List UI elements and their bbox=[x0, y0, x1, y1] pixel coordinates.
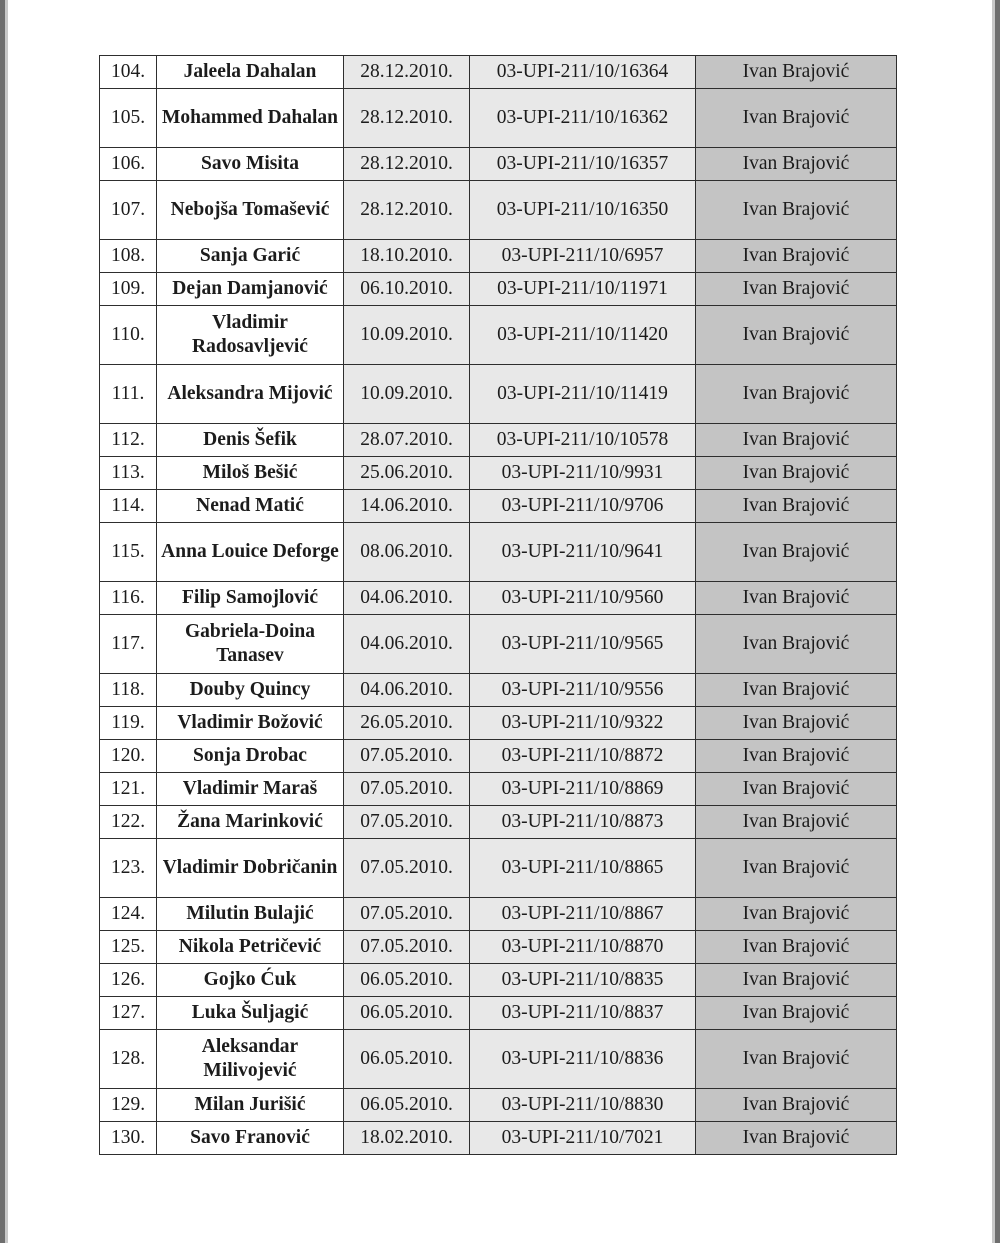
reference-number: 03-UPI-211/10/8869 bbox=[470, 773, 696, 806]
row-number: 107. bbox=[100, 181, 157, 240]
table-row bbox=[100, 740, 897, 773]
decision-date: 07.05.2010. bbox=[344, 773, 470, 806]
decision-date: 06.10.2010. bbox=[344, 273, 470, 306]
official-name: Ivan Brajović bbox=[696, 89, 897, 148]
table-row bbox=[100, 240, 897, 273]
official-name: Ivan Brajović bbox=[696, 240, 897, 273]
official-name: Ivan Brajović bbox=[696, 997, 897, 1030]
person-name: Savo Franović bbox=[157, 1122, 344, 1155]
table-row bbox=[100, 997, 897, 1030]
reference-number: 03-UPI-211/10/9931 bbox=[470, 457, 696, 490]
official-name: Ivan Brajović bbox=[696, 273, 897, 306]
table-row bbox=[100, 490, 897, 523]
table-row bbox=[100, 1089, 897, 1122]
official-name: Ivan Brajović bbox=[696, 424, 897, 457]
row-number: 120. bbox=[100, 740, 157, 773]
records-table-body bbox=[100, 56, 897, 1155]
decision-date: 28.12.2010. bbox=[344, 148, 470, 181]
person-name: Vladimir Maraš bbox=[157, 773, 344, 806]
table-row bbox=[100, 773, 897, 806]
page-edge-left bbox=[0, 0, 5, 1243]
official-name: Ivan Brajović bbox=[696, 740, 897, 773]
table-row bbox=[100, 523, 897, 582]
table-row bbox=[100, 674, 897, 707]
decision-date: 26.05.2010. bbox=[344, 707, 470, 740]
decision-date: 06.05.2010. bbox=[344, 1030, 470, 1089]
table-row bbox=[100, 365, 897, 424]
reference-number: 03-UPI-211/10/8835 bbox=[470, 964, 696, 997]
reference-number: 03-UPI-211/10/9556 bbox=[470, 674, 696, 707]
reference-number: 03-UPI-211/10/16362 bbox=[470, 89, 696, 148]
decision-date: 28.07.2010. bbox=[344, 424, 470, 457]
person-name: Douby Quincy bbox=[157, 674, 344, 707]
official-name: Ivan Brajović bbox=[696, 773, 897, 806]
decision-date: 04.06.2010. bbox=[344, 615, 470, 674]
official-name: Ivan Brajović bbox=[696, 582, 897, 615]
row-number: 115. bbox=[100, 523, 157, 582]
row-number: 119. bbox=[100, 707, 157, 740]
row-number: 122. bbox=[100, 806, 157, 839]
person-name: Mohammed Dahalan bbox=[157, 89, 344, 148]
person-name: Milutin Bulajić bbox=[157, 898, 344, 931]
reference-number: 03-UPI-211/10/16357 bbox=[470, 148, 696, 181]
reference-number: 03-UPI-211/10/8867 bbox=[470, 898, 696, 931]
official-name: Ivan Brajović bbox=[696, 457, 897, 490]
person-name: Vladimir Radosavljević bbox=[157, 306, 344, 365]
row-number: 112. bbox=[100, 424, 157, 457]
row-number: 118. bbox=[100, 674, 157, 707]
reference-number: 03-UPI-211/10/9706 bbox=[470, 490, 696, 523]
person-name: Anna Louice Deforge bbox=[157, 523, 344, 582]
reference-number: 03-UPI-211/10/16350 bbox=[470, 181, 696, 240]
person-name: Nikola Petričević bbox=[157, 931, 344, 964]
decision-date: 07.05.2010. bbox=[344, 806, 470, 839]
table-row bbox=[100, 89, 897, 148]
decision-date: 28.12.2010. bbox=[344, 181, 470, 240]
table-row bbox=[100, 424, 897, 457]
reference-number: 03-UPI-211/10/8870 bbox=[470, 931, 696, 964]
table-row bbox=[100, 1030, 897, 1089]
row-number: 123. bbox=[100, 839, 157, 898]
reference-number: 03-UPI-211/10/8865 bbox=[470, 839, 696, 898]
row-number: 111. bbox=[100, 365, 157, 424]
reference-number: 03-UPI-211/10/10578 bbox=[470, 424, 696, 457]
decision-date: 06.05.2010. bbox=[344, 1089, 470, 1122]
reference-number: 03-UPI-211/10/8873 bbox=[470, 806, 696, 839]
table-row bbox=[100, 582, 897, 615]
reference-number: 03-UPI-211/10/11419 bbox=[470, 365, 696, 424]
decision-date: 14.06.2010. bbox=[344, 490, 470, 523]
reference-number: 03-UPI-211/10/16364 bbox=[470, 56, 696, 89]
person-name: Vladimir Dobričanin bbox=[157, 839, 344, 898]
table-row bbox=[100, 707, 897, 740]
decision-date: 10.09.2010. bbox=[344, 365, 470, 424]
person-name: Aleksandar Milivojević bbox=[157, 1030, 344, 1089]
row-number: 114. bbox=[100, 490, 157, 523]
table-row bbox=[100, 898, 897, 931]
row-number: 129. bbox=[100, 1089, 157, 1122]
official-name: Ivan Brajović bbox=[696, 1030, 897, 1089]
table-row bbox=[100, 457, 897, 490]
row-number: 117. bbox=[100, 615, 157, 674]
table-row bbox=[100, 615, 897, 674]
person-name: Aleksandra Mijović bbox=[157, 365, 344, 424]
official-name: Ivan Brajović bbox=[696, 707, 897, 740]
row-number: 110. bbox=[100, 306, 157, 365]
reference-number: 03-UPI-211/10/8836 bbox=[470, 1030, 696, 1089]
person-name: Žana Marinković bbox=[157, 806, 344, 839]
table-row bbox=[100, 964, 897, 997]
row-number: 121. bbox=[100, 773, 157, 806]
row-number: 108. bbox=[100, 240, 157, 273]
row-number: 116. bbox=[100, 582, 157, 615]
table-row bbox=[100, 181, 897, 240]
row-number: 126. bbox=[100, 964, 157, 997]
decision-date: 04.06.2010. bbox=[344, 674, 470, 707]
person-name: Sonja Drobac bbox=[157, 740, 344, 773]
official-name: Ivan Brajović bbox=[696, 615, 897, 674]
person-name: Savo Misita bbox=[157, 148, 344, 181]
person-name: Luka Šuljagić bbox=[157, 997, 344, 1030]
page-edge-right bbox=[995, 0, 1000, 1243]
reference-number: 03-UPI-211/10/9322 bbox=[470, 707, 696, 740]
table-row bbox=[100, 148, 897, 181]
official-name: Ivan Brajović bbox=[696, 56, 897, 89]
row-number: 124. bbox=[100, 898, 157, 931]
decision-date: 18.02.2010. bbox=[344, 1122, 470, 1155]
row-number: 106. bbox=[100, 148, 157, 181]
decision-date: 06.05.2010. bbox=[344, 997, 470, 1030]
decision-date: 28.12.2010. bbox=[344, 56, 470, 89]
reference-number: 03-UPI-211/10/11971 bbox=[470, 273, 696, 306]
row-number: 128. bbox=[100, 1030, 157, 1089]
official-name: Ivan Brajović bbox=[696, 898, 897, 931]
row-number: 130. bbox=[100, 1122, 157, 1155]
person-name: Jaleela Dahalan bbox=[157, 56, 344, 89]
table-row bbox=[100, 306, 897, 365]
decision-date: 06.05.2010. bbox=[344, 964, 470, 997]
decision-date: 18.10.2010. bbox=[344, 240, 470, 273]
official-name: Ivan Brajović bbox=[696, 964, 897, 997]
reference-number: 03-UPI-211/10/9560 bbox=[470, 582, 696, 615]
official-name: Ivan Brajović bbox=[696, 806, 897, 839]
person-name: Milan Jurišić bbox=[157, 1089, 344, 1122]
official-name: Ivan Brajović bbox=[696, 1089, 897, 1122]
reference-number: 03-UPI-211/10/8872 bbox=[470, 740, 696, 773]
person-name: Nenad Matić bbox=[157, 490, 344, 523]
person-name: Vladimir Božović bbox=[157, 707, 344, 740]
table-row bbox=[100, 839, 897, 898]
reference-number: 03-UPI-211/10/9565 bbox=[470, 615, 696, 674]
row-number: 113. bbox=[100, 457, 157, 490]
reference-number: 03-UPI-211/10/7021 bbox=[470, 1122, 696, 1155]
reference-number: 03-UPI-211/10/8830 bbox=[470, 1089, 696, 1122]
person-name: Nebojša Tomašević bbox=[157, 181, 344, 240]
reference-number: 03-UPI-211/10/8837 bbox=[470, 997, 696, 1030]
decision-date: 08.06.2010. bbox=[344, 523, 470, 582]
decision-date: 07.05.2010. bbox=[344, 898, 470, 931]
official-name: Ivan Brajović bbox=[696, 148, 897, 181]
table-row bbox=[100, 273, 897, 306]
table-row bbox=[100, 1122, 897, 1155]
row-number: 125. bbox=[100, 931, 157, 964]
decision-date: 04.06.2010. bbox=[344, 582, 470, 615]
reference-number: 03-UPI-211/10/9641 bbox=[470, 523, 696, 582]
row-number: 105. bbox=[100, 89, 157, 148]
official-name: Ivan Brajović bbox=[696, 839, 897, 898]
person-name: Sanja Garić bbox=[157, 240, 344, 273]
decision-date: 28.12.2010. bbox=[344, 89, 470, 148]
row-number: 104. bbox=[100, 56, 157, 89]
person-name: Dejan Damjanović bbox=[157, 273, 344, 306]
person-name: Filip Samojlović bbox=[157, 582, 344, 615]
person-name: Gojko Ćuk bbox=[157, 964, 344, 997]
table-row bbox=[100, 806, 897, 839]
official-name: Ivan Brajović bbox=[696, 181, 897, 240]
person-name: Denis Šefik bbox=[157, 424, 344, 457]
official-name: Ivan Brajović bbox=[696, 674, 897, 707]
records-table bbox=[99, 55, 897, 1155]
decision-date: 10.09.2010. bbox=[344, 306, 470, 365]
decision-date: 07.05.2010. bbox=[344, 931, 470, 964]
row-number: 127. bbox=[100, 997, 157, 1030]
row-number: 109. bbox=[100, 273, 157, 306]
official-name: Ivan Brajović bbox=[696, 365, 897, 424]
person-name: Miloš Bešić bbox=[157, 457, 344, 490]
reference-number: 03-UPI-211/10/11420 bbox=[470, 306, 696, 365]
table-row bbox=[100, 931, 897, 964]
decision-date: 07.05.2010. bbox=[344, 839, 470, 898]
official-name: Ivan Brajović bbox=[696, 306, 897, 365]
decision-date: 25.06.2010. bbox=[344, 457, 470, 490]
official-name: Ivan Brajović bbox=[696, 1122, 897, 1155]
official-name: Ivan Brajović bbox=[696, 931, 897, 964]
official-name: Ivan Brajović bbox=[696, 490, 897, 523]
table-row bbox=[100, 56, 897, 89]
person-name: Gabriela-Doina Tanasev bbox=[157, 615, 344, 674]
official-name: Ivan Brajović bbox=[696, 523, 897, 582]
reference-number: 03-UPI-211/10/6957 bbox=[470, 240, 696, 273]
decision-date: 07.05.2010. bbox=[344, 740, 470, 773]
